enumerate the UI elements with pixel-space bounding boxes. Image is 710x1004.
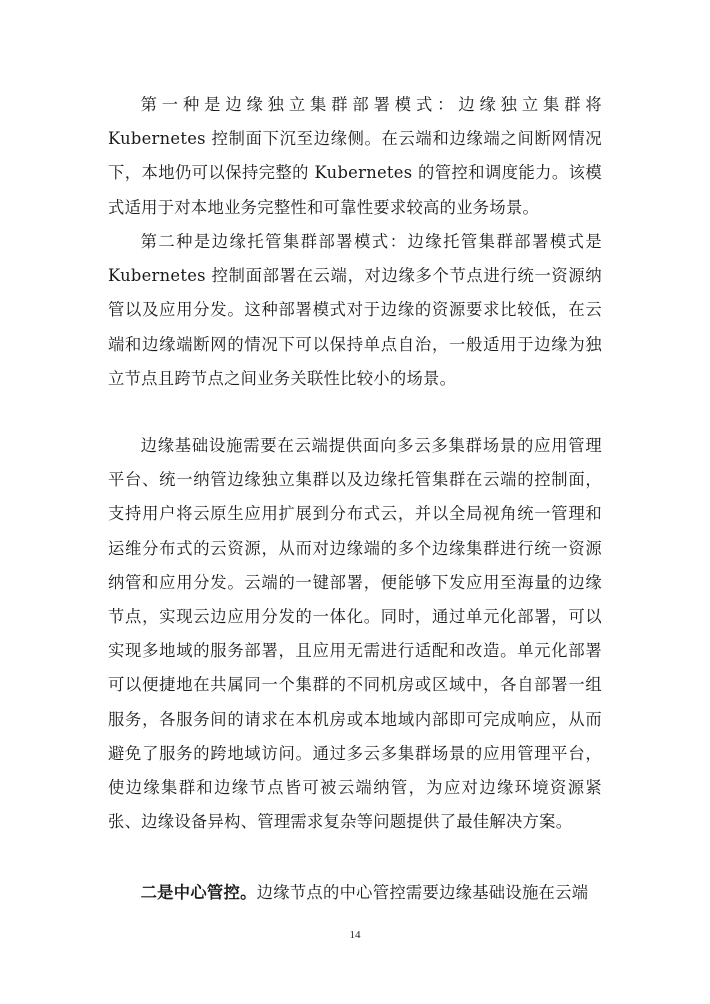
paragraph-text: 边缘节点的中心管控需要边缘基础设施在云端 — [256, 883, 589, 902]
paragraph-text: 第一种是边缘独立集群部署模式：边缘独立集群将 Kubernetes 控制面下沉至边缘侧。在云端和边缘端之间断网情况下，本地仍可以保持完整的 Kubernetes 的管控和调度能力。该模式适用于对本地业务完整性和可靠性要求较高的业务场景。 — [108, 95, 602, 217]
paragraph-managed-cluster-mode — [108, 225, 602, 396]
paragraph-central-control — [108, 876, 602, 910]
paragraph-lead-heading: 二是中心管控。 — [140, 883, 257, 902]
paragraph-independent-cluster-mode — [108, 88, 602, 225]
page-number: 14 — [349, 929, 361, 941]
paragraph-text: 边缘基础设施需要在云端提供面向多云多集群场景的应用管理平台、统一纳管边缘独立集群以及边缘托管集群在云端的控制面，支持用户将云原生应用扩展到分布式云，并以全局视角统一管理和运维分布式的云资源，从而对边缘端的多个边缘集群进行统一资源纳管和应用分发。云端的一键部署，便能够下发应用至海量的边缘节点，实现云边应用分发的一体化。同时，通过单元化部署，可以实现多地域的服务部署，且应用无需进行适配和改造。单元化部署可以便捷地在共属同一个集群的不同机房或区域中，各自部署一组服务，各服务间的请求在本机房或本地域内部即可完成响应，从而避免了服务的跨地域访问。通过多云多集群场景的应用管理平台，使边缘集群和边缘节点皆可被云端纳管，为应对边缘环境资源紧张、边缘设备异构、管理需求复杂等问题提供了最佳解决方案。 — [108, 436, 602, 832]
paragraph-text: 第二种是边缘托管集群部署模式：边缘托管集群部署模式是 Kubernetes 控制面部署在云端，对边缘多个节点进行统一资源纳管以及应用分发。这种部署模式对于边缘的资源要求比较低，在云端和边缘端断网的情况下可以保持单点自治，一般适用于边缘为独立节点且跨节点之间业务关联性比较小的场景。 — [108, 232, 602, 388]
paragraph-edge-infrastructure — [108, 429, 602, 839]
